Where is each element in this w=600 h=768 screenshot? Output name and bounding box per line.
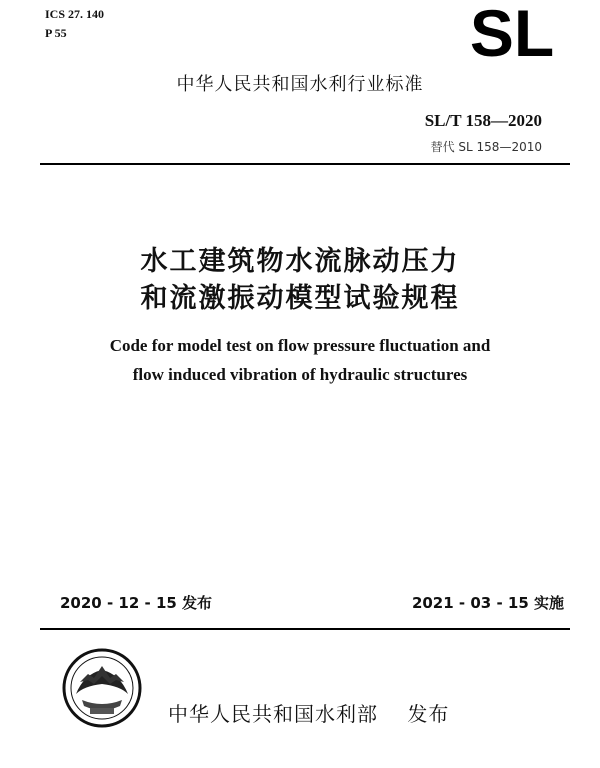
sl-logo-text: SL (469, 0, 555, 62)
top-divider (40, 163, 570, 165)
sl-logo-icon (462, 0, 562, 62)
title-en-line1: Code for model test on flow pressure fluctuation and (109, 336, 491, 355)
ccs-code: P 55 (45, 26, 67, 40)
bottom-divider (40, 628, 570, 630)
ministry-seal-icon (62, 648, 142, 728)
ics-code: ICS 27. 140 (45, 7, 105, 21)
publisher: 中华人民共和国水利部 发布 (168, 702, 450, 726)
title-cn-line1: 水工建筑物水流脉动压力 (140, 246, 460, 277)
standard-category: 中华人民共和国水利行业标准 (176, 74, 424, 95)
effective-date: 2021 - 03 - 15 实施 (411, 594, 564, 612)
title-cn-line2: 和流激振动模型试验规程 (140, 283, 460, 314)
title-en-line2: flow induced vibration of hydraulic structures (132, 365, 468, 384)
issue-date: 2020 - 12 - 15 发布 (60, 594, 213, 612)
replaces-note: 替代 SL 158—2010 (430, 140, 542, 154)
standard-number: SL/T 158—2020 (424, 111, 542, 130)
